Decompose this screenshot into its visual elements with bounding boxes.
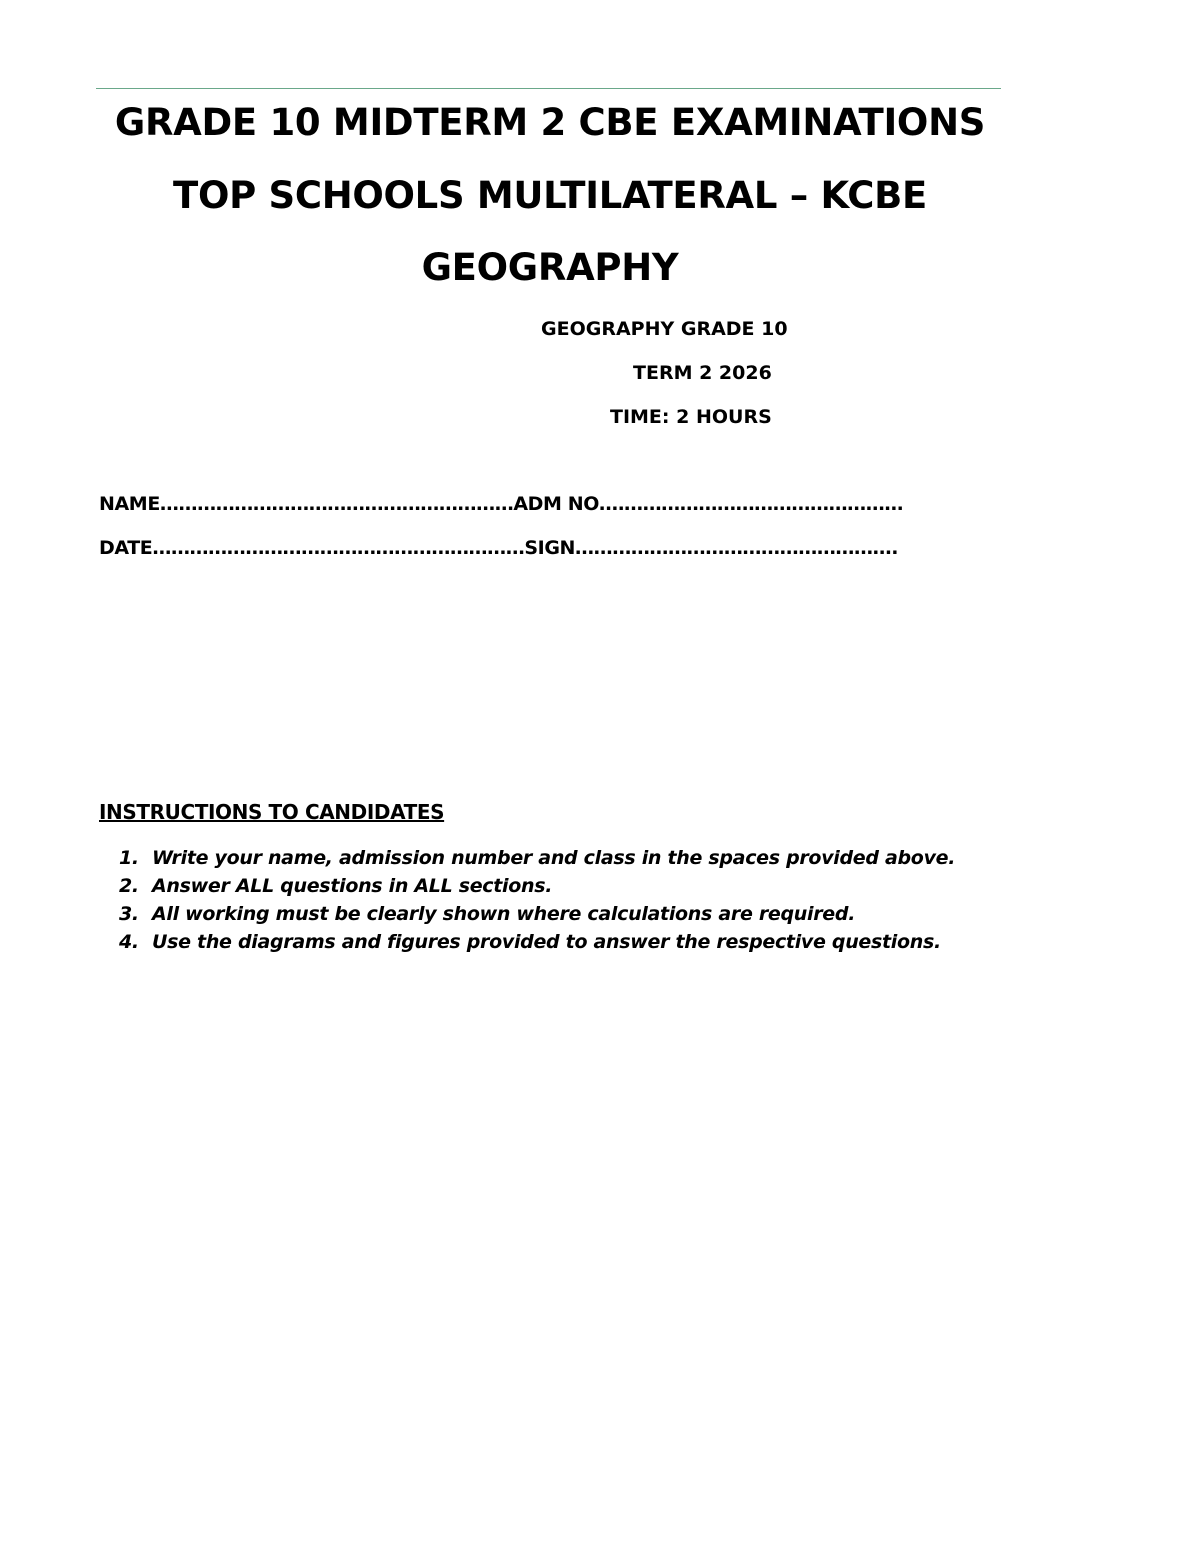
name-adm-line [99, 493, 903, 515]
sign-field[interactable]: ……………………………………………. [575, 537, 899, 559]
instruction-text: All working must be clearly shown where calculations are required. [152, 903, 856, 925]
instruction-number: 4. [119, 931, 139, 953]
instructions-heading: INSTRUCTIONS TO CANDIDATES [99, 800, 445, 824]
instruction-item [119, 844, 1019, 872]
instruction-number: 2. [119, 875, 139, 897]
instruction-item [119, 900, 1019, 928]
subject-title: GEOGRAPHY [421, 246, 679, 289]
header-rule [96, 88, 1001, 89]
date-field[interactable]: …………………………………………………… [152, 537, 525, 559]
instruction-text: Use the diagrams and figures provided to answer the respective questions. [152, 931, 941, 953]
exam-title: GRADE 10 MIDTERM 2 CBE EXAMINATIONS [114, 101, 986, 144]
sign-label: SIGN [524, 537, 576, 559]
adm-no-field[interactable]: ………………………………………… [605, 493, 903, 515]
time-label: TIME: 2 HOURS [610, 406, 772, 428]
instruction-item [119, 928, 1019, 956]
name-label: NAME [99, 493, 160, 515]
adm-no-label: ADM NO. [513, 493, 606, 515]
date-label: DATE [99, 537, 153, 559]
term-label: TERM 2 2026 [633, 362, 772, 384]
instruction-number: 3. [119, 903, 139, 925]
instruction-number: 1. [119, 847, 139, 869]
exam-body-title: TOP SCHOOLS MULTILATERAL – KCBE [173, 174, 927, 217]
date-sign-line [99, 537, 898, 559]
name-field[interactable]: ………………………………………………… [159, 493, 514, 515]
instructions-list [119, 844, 1019, 956]
instruction-text: Write your name, admission number and class in the spaces provided above. [152, 847, 956, 869]
instruction-item [119, 872, 1019, 900]
instruction-text: Answer ALL questions in ALL sections. [152, 875, 553, 897]
subject-grade-label: GEOGRAPHY GRADE 10 [541, 318, 788, 340]
